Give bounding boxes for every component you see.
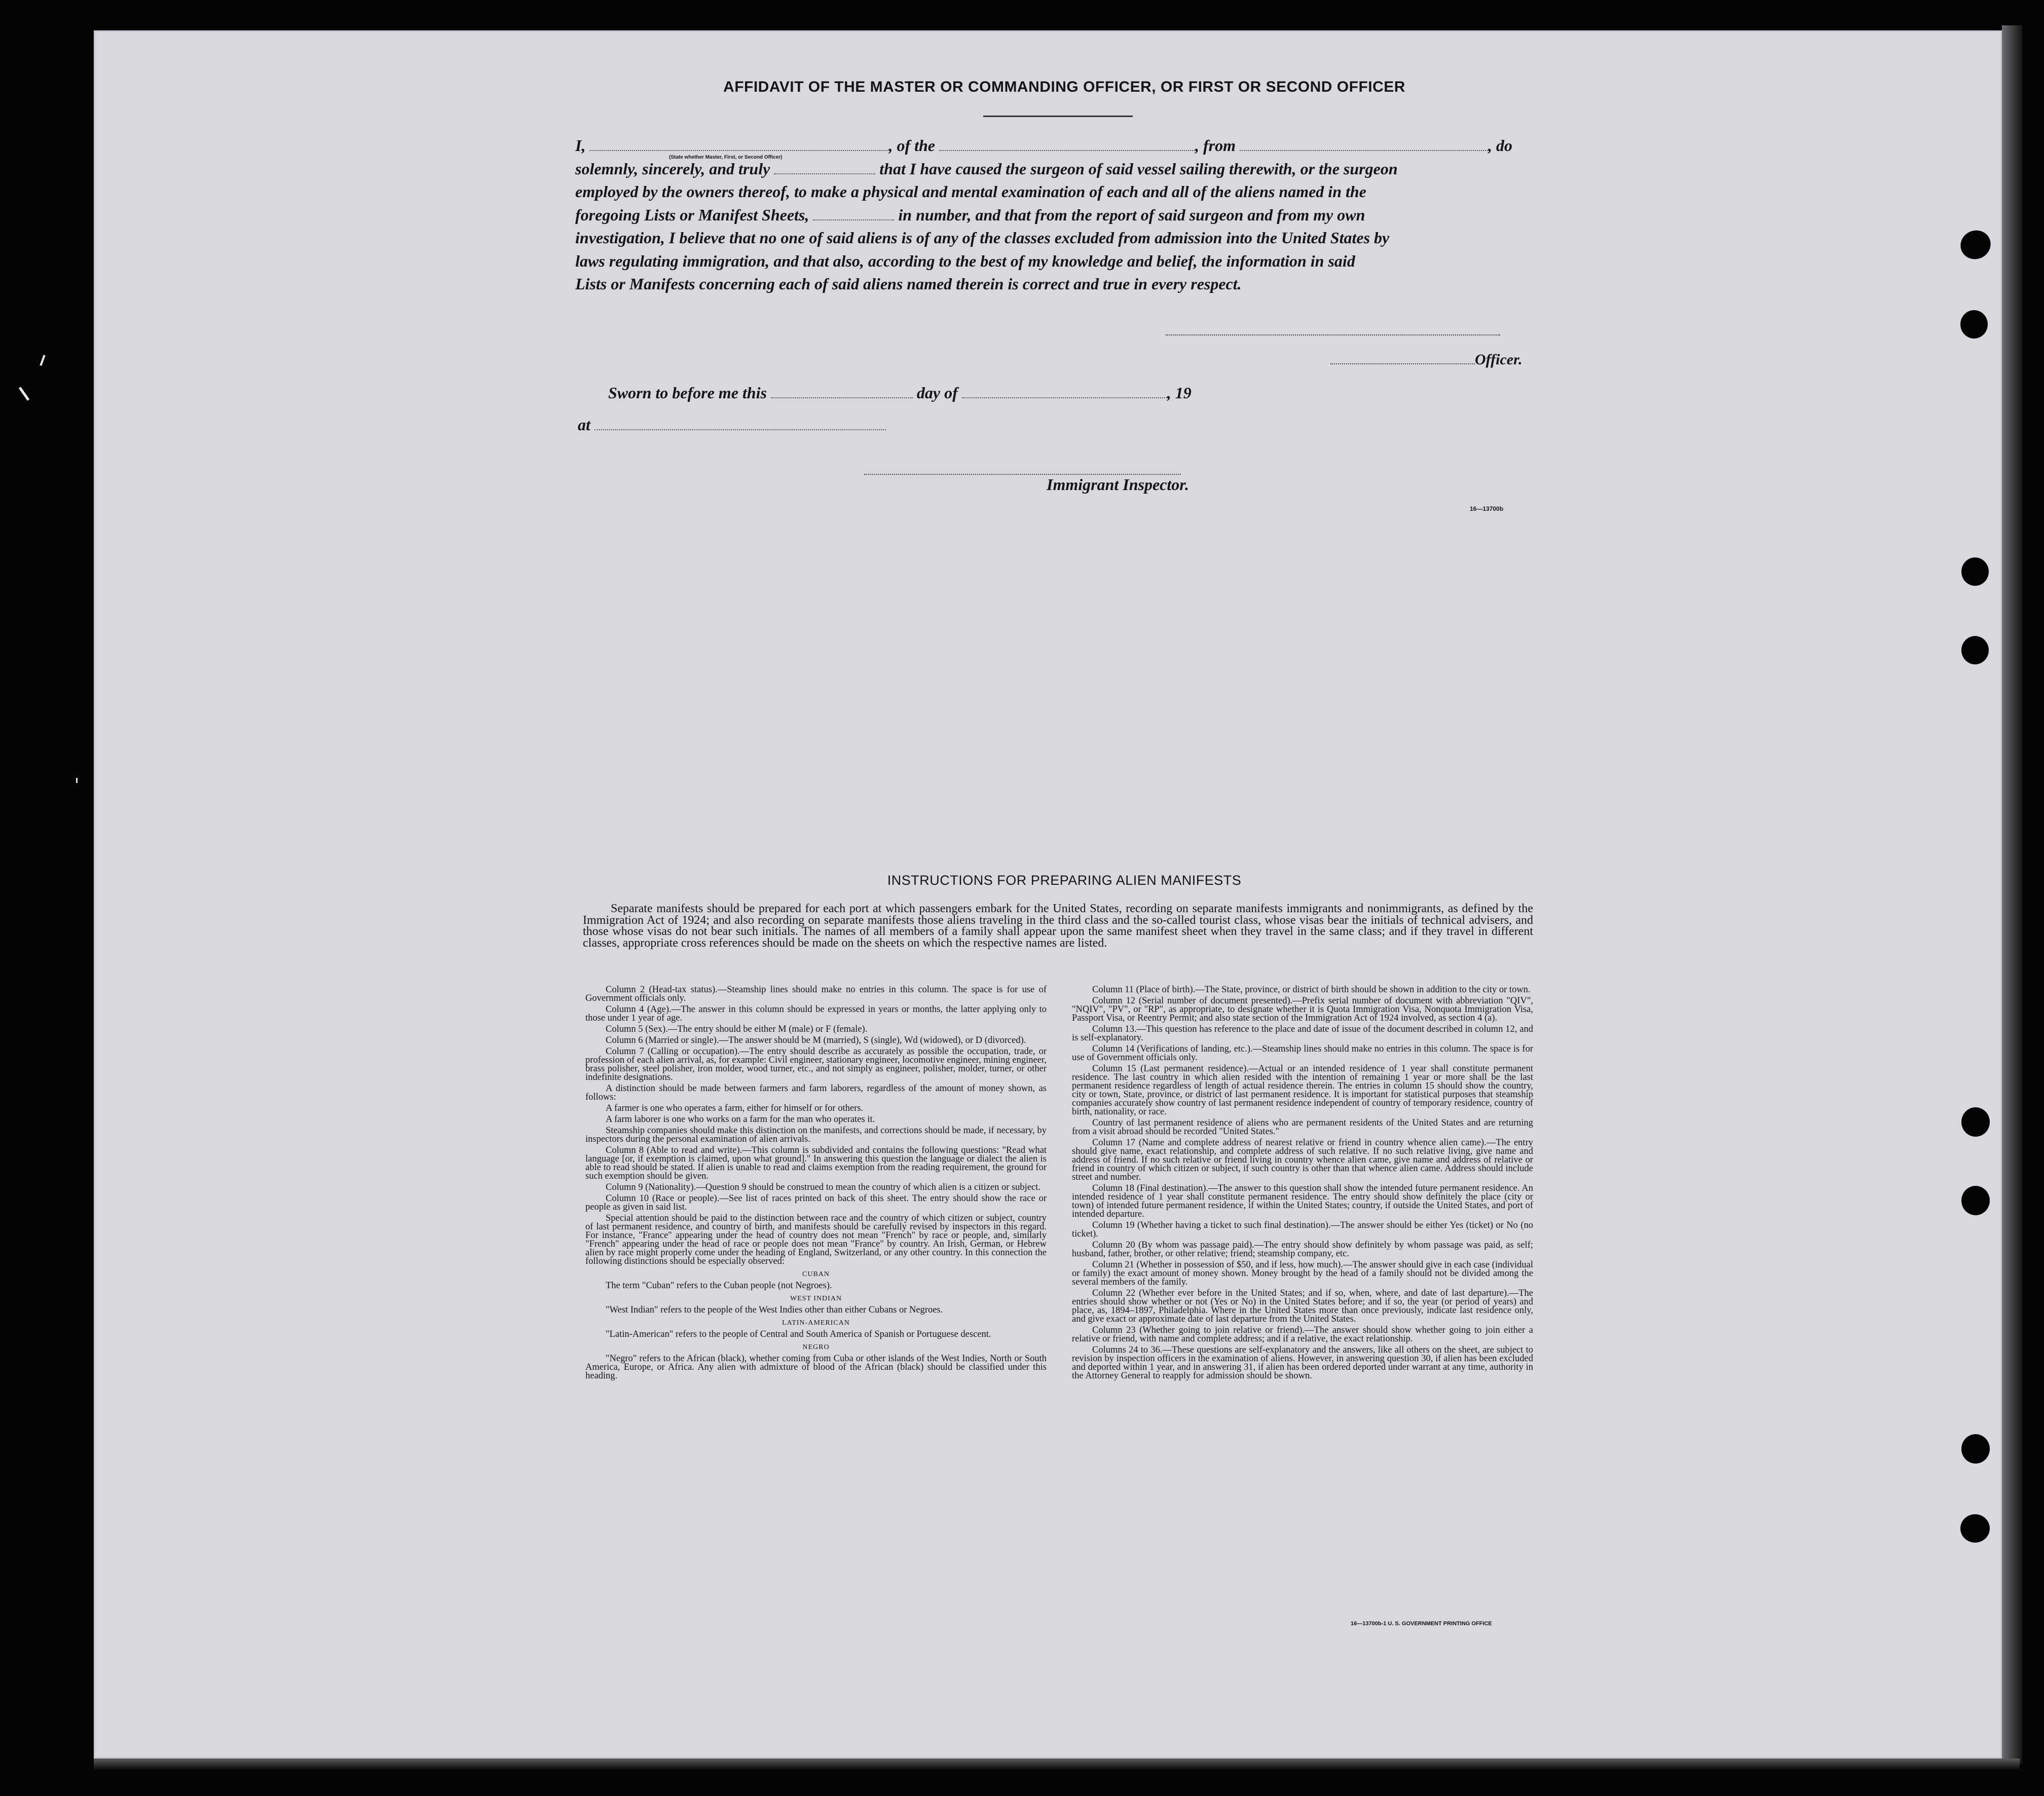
oath-blank — [774, 164, 875, 174]
instructions-intro: Separate manifests should be prepared for each port at which passengers embark for the United States, recording on separate manifests immigrants and nonimmigrants, as defined by the Immigration Act of 1924; and also recording on separate manifests those aliens traveling in the third class and the so-called tourist class, whose visas bear the initials of technical advisers, and those whose visas do not bear such initials. The names of all members of a family shall appear upon the same manifest sheet when they travel in the same class; and if they travel in different classes, appropriate cross references should be made on the sheets on which the respective names are listed. — [583, 902, 1533, 950]
affidavit-text: that I have caused the surgeon of said vessel sailing therewith, or the surgeon — [879, 159, 1398, 178]
punch-hole-6 — [1961, 1186, 1990, 1215]
instruction-paragraph: Country of last permanent residence of aliens who are permanent residents of the United States and are returning from a visit abroad should be recorded "United States." — [1072, 1118, 1533, 1137]
margin-mark — [40, 355, 45, 366]
instruction-paragraph: Column 19 (Whether having a ticket to such final destination).—The answer should be either Yes (ticket) or No (no ticket). — [1072, 1220, 1533, 1239]
day-of-text: day of — [916, 384, 958, 402]
instructions-left-column — [585, 986, 1047, 1383]
negro-heading: NEGRO — [802, 1343, 830, 1351]
page-edge-shadow — [2002, 25, 2022, 1764]
affidavit-line-2 — [575, 158, 1533, 181]
sheet-count-blank — [813, 210, 894, 220]
sworn-text: Sworn to before me this — [608, 384, 767, 402]
punch-hole-2 — [1960, 310, 1988, 339]
of-the-label: , of the — [888, 136, 935, 155]
instruction-paragraph: A farmer is one who operates a farm, either for himself or for others. — [606, 1103, 864, 1113]
affidavit-line-3: employed by the owners thereof, to make a physical and mental examination of each and all of the aliens named in the — [575, 182, 1366, 201]
page-bottom-edge — [94, 1758, 2020, 1770]
affidavit-line-5: investigation, I believe that no one of said aliens is of any of the classes excluded from admission into the United States by — [575, 229, 1390, 247]
punch-hole-5 — [1961, 1107, 1990, 1137]
affidavit-text: in number, and that from the report of said surgeon and from my own — [898, 205, 1365, 224]
instruction-paragraph: Column 7 (Calling or occupation).—The entry should describe as accurately as possible the occupation, trade, or profession of each alien arrival, as, for example: Civil engineer, stationary engineer, locomotive engineer, mining engineer, brass polisher, steel polisher, iron molder, wood turner, etc., and not simply as engineer, polisher, molder, turner, or other indefinite designations. — [585, 1046, 1047, 1082]
instructions-title: INSTRUCTIONS FOR PREPARING ALIEN MANIFESTS — [887, 873, 1242, 888]
port-blank — [1240, 141, 1488, 151]
margin-mark — [19, 387, 29, 400]
instruction-paragraph: Column 11 (Place of birth).—The State, province, or district of birth should be shown in addition to the city or town. — [1092, 985, 1531, 995]
instruction-paragraph: Column 21 (Whether in possession of $50, and if less, how much).—The answer should give in each case (individual or family) the exact amount of money shown. Money brought by the head of a family should not be divided among the several members of the family. — [1072, 1260, 1533, 1287]
year-text: , 19 — [1167, 384, 1192, 402]
margin-mark — [76, 778, 78, 783]
at-line — [578, 416, 886, 434]
sworn-month-blank — [962, 388, 1167, 398]
affidavit-line-6: laws regulating immigration, and that also, according to the best of my knowledge and belief, the information in said — [575, 251, 1355, 270]
title-rule — [983, 116, 1133, 117]
instruction-paragraph: Column 10 (Race or people).—See list of races printed on back of this sheet. The entry should show the race or people as given in said list. — [585, 1193, 1047, 1212]
instruction-paragraph: Column 5 (Sex).—The entry should be either M (male) or F (female). — [606, 1024, 868, 1034]
instruction-paragraph: Column 14 (Verifications of landing, etc.).—Steamship lines should make no entries in this column. The space is for use of Government officials only. — [1072, 1044, 1533, 1063]
instructions-right-column — [1072, 986, 1533, 1383]
instruction-paragraph: Column 23 (Whether going to join relative or friend).—The answer should show whether going to join either a relative or friend, with name and complete address; and if a relative, the exact relationship. — [1072, 1325, 1533, 1344]
sworn-line — [608, 384, 1192, 402]
punch-hole-3 — [1961, 557, 1989, 586]
cuban-definition: The term "Cuban" refers to the Cuban people (not Negroes). — [606, 1281, 832, 1291]
instruction-paragraph: Column 20 (By whom was passage paid).—The entry should show definitely by whom passage was paid, as self; husband, father, brother, or other relative; friend; steamship company, etc. — [1072, 1240, 1533, 1259]
affidavit-i: I, — [575, 136, 586, 155]
printing-office-footer: 16—13700b-1 U. S. GOVERNMENT PRINTING OFFICE — [1351, 1621, 1492, 1627]
instruction-paragraph: Steamship companies should make this distinction on the manifests, and corrections should be made, if necessary, by inspectors during the personal examination of alien arrivals. — [585, 1126, 1047, 1144]
affidavit-line-4 — [575, 204, 1533, 227]
punch-hole-7 — [1961, 1434, 1990, 1464]
instruction-paragraph: A farm laborer is one who works on a farm for the man who operates it. — [606, 1114, 875, 1125]
instruction-paragraph: Column 4 (Age).—The answer in this column should be expressed in years or months, the latter applying only to those under 1 year of age. — [585, 1004, 1047, 1023]
officer-signature-blank — [1330, 363, 1475, 364]
instruction-paragraph: A distinction should be made between farmers and farm laborers, regardless of the amount of money shown, as follows: — [585, 1083, 1047, 1102]
inspector-signature-line — [864, 474, 1181, 475]
instruction-paragraph: Column 2 (Head-tax status).—Steamship lines should make no entries in this column. The space is for use of Government officials only. — [585, 985, 1047, 1003]
affidavit-text: solemnly, sincerely, and truly — [575, 159, 770, 178]
latin-american-heading: LATIN-AMERICAN — [782, 1319, 850, 1327]
inspector-label: Immigrant Inspector. — [1047, 475, 1189, 494]
from-label: , from — [1195, 136, 1236, 155]
officer-rank-blank — [589, 141, 888, 151]
instruction-paragraph: Column 9 (Nationality).—Question 9 should be construed to mean the country of which alien is a citizen or subject. — [606, 1182, 1041, 1192]
latin-american-definition: "Latin-American" refers to the people of Central and South America of Spanish or Portuguese descent. — [606, 1329, 991, 1339]
vessel-name-blank — [939, 141, 1195, 151]
instruction-paragraph: Column 18 (Final destination).—The answer to this question shall show the intended future permanent residence. An intended residence of 1 year shall constitute permanent residence. The entry should show definitely the place (city or town) of intended future permanent residence, if within the United States; country, if outside the United States, and port of intended departure. — [1072, 1183, 1533, 1219]
instruction-paragraph: Columns 24 to 36.—These questions are self-explanatory and the answers, like all others on the sheet, are subject to revision by inspection officers in the examination of aliens. However, in answering question 30, if alien has been excluded and deported within 1 year, and in answering 31, if alien has been ordered deported under warrant at any time, authority in the Attorney General to reapply for admission should be shown. — [1072, 1345, 1533, 1381]
instruction-paragraph: Column 15 (Last permanent residence).—Actual or an intended residence of 1 year shall constitute permanent residence. The last country in which alien resided with the intention of remaining 1 year or more shall be the last permanent residence regardless of length of actual residence therein. The entries in column 15 should show the country, city or town, State, province, or district of last permanent residence. It is important for statistical purposes that steamship companies accurately show country of last permanent residence independent of country of temporary residence, country of birth, nationality, or race. — [1072, 1064, 1533, 1117]
affidavit-text: foregoing Lists or Manifest Sheets, — [575, 205, 809, 224]
punch-hole-4 — [1961, 636, 1989, 664]
instruction-paragraph: Column 17 (Name and complete address of nearest relative or friend in country whence alien came).—The entry should give name, exact relationship, and complete address of such relative. If no such relative living, give name and address of friend. If no such relative or friend living in country whence alien came, give name and address of relative or friend in country of which citizen or subject, if such country is other than that whence alien came. Address should include street and number. — [1072, 1138, 1533, 1182]
at-text: at — [578, 416, 590, 434]
instruction-paragraph: Special attention should be paid to the distinction between race and the country of which citizen or subject, country of last permanent residence, and country of birth, and manifests should be carefully revised by inspectors in this regard. For instance, "France" appearing under the head of country does not mean "French" by race or people, and, similarly "French" appearing under the head of race or people does not mean "France" by country. An Irish, German, or Hebrew alien by race might properly come under the heading of England, Switzerland, or any other country. In this connection the following distinctions should be especially observed: — [585, 1213, 1047, 1266]
affidavit-title: AFFIDAVIT OF THE MASTER OR COMMANDING OFFICER, OR FIRST OR SECOND OFFICER — [723, 79, 1405, 95]
cuban-heading: CUBAN — [802, 1270, 830, 1278]
negro-definition: "Negro" refers to the African (black), whether coming from Cuba or other islands of the West Indies, North or South America, Europe, or Africa. Any alien with admixture of blood of the African (black) should be classified under this heading. — [585, 1354, 1047, 1381]
do-label: , do — [1488, 136, 1512, 155]
instruction-paragraph: Column 13.—This question has reference to the place and date of issue of the document described in column 12, and is self-explanatory. — [1072, 1024, 1533, 1043]
instruction-paragraph: Column 22 (Whether ever before in the United States; and if so, when, where, and date of last departure).—The entries should show whether or not (Yes or No) in the United States before; and if so, the year (or period of years) and place, as, 1894–1897, Philadelphia. Where in the United States more than once previously, indicate last residence only, and give exact or approximate date of last departure from the United States. — [1072, 1288, 1533, 1324]
rank-note: (State whether Master, First, or Second Officer) — [669, 155, 783, 160]
instruction-paragraph: Column 12 (Serial number of document presented).—Prefix serial number of document with abbreviation "QIV", "NQIV", "PV", or "RP", as appropriate, to designate whether it is Quota Immigration Visa, Nonquota Immigration Visa, Passport Visa, or Reentry Permit; and also state section of the Immigration Act of 1924 involved, as section 4 (a). — [1072, 996, 1533, 1023]
west-indian-definition: "West Indian" refers to the people of the West Indies other than either Cubans or Negroes. — [606, 1305, 943, 1315]
signature-line — [1166, 334, 1500, 335]
form-number: 16—13700b — [1470, 505, 1504, 512]
west-indian-heading: WEST INDIAN — [790, 1295, 842, 1302]
punch-hole-8 — [1960, 1514, 1990, 1543]
instruction-paragraph: Column 8 (Able to read and write).—This column is subdivided and contains the following questions: "Read what language [or, if exemption is claimed, upon what ground]." In answering this question the language or dialect the alien is able to read should be stated. If alien is unable to read and claims exemption from the reading requirement, the ground for such exemption should be given. — [585, 1145, 1047, 1181]
sworn-day-blank — [771, 388, 913, 398]
instruction-paragraph: Column 6 (Married or single).—The answer should be M (married), S (single), Wd (widowed), or D (divorced). — [606, 1035, 1026, 1045]
officer-label: Officer. — [1475, 351, 1522, 368]
affidavit-line-7: Lists or Manifests concerning each of said aliens named therein is correct and true in every respect. — [575, 275, 1242, 293]
affidavit-line-1 — [575, 134, 1533, 158]
place-blank — [594, 420, 886, 430]
